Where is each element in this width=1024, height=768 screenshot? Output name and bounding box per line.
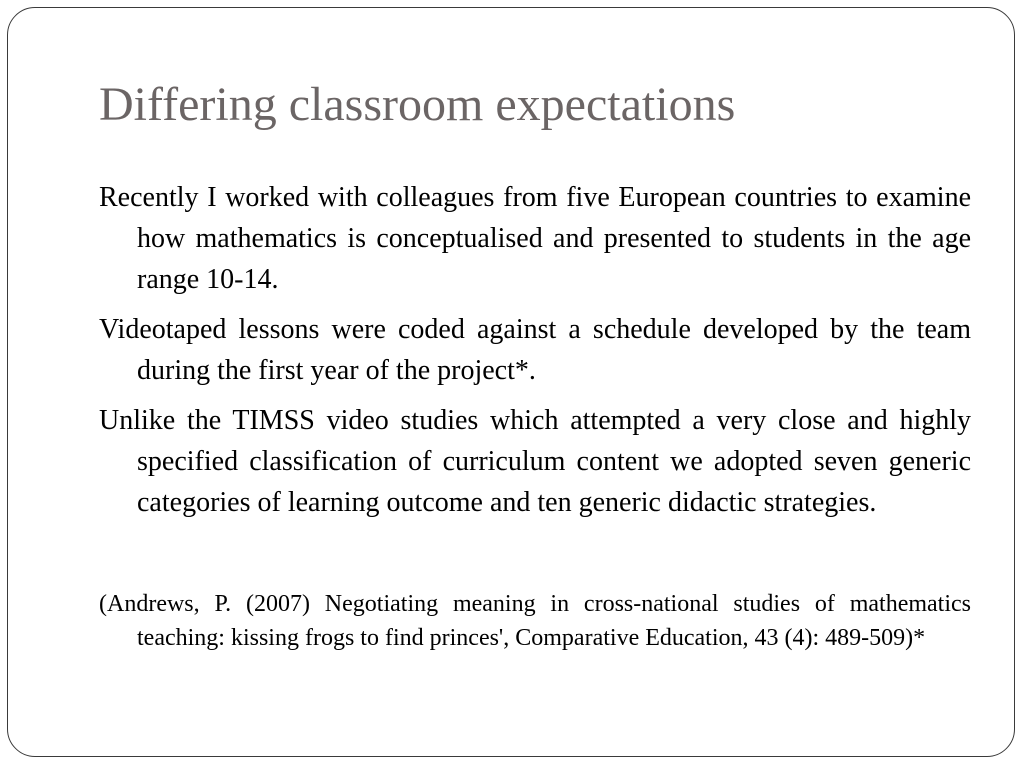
paragraph-1: Recently I worked with colleagues from five European countries to examine how mathematics is conceptualised and presented to students in the age range 10-14.: [99, 182, 971, 295]
slide-body: [99, 177, 971, 664]
slide-title: Differing classroom expectations: [99, 78, 736, 131]
paragraph-3: Unlike the TIMSS video studies which attempted a very close and highly specified classification of curriculum content we adopted seven generic categories of learning outcome and ten generic didactic strategies.: [99, 405, 971, 518]
slide-frame: [7, 7, 1015, 757]
reference-citation: (Andrews, P. (2007) Negotiating meaning in cross-national studies of mathematics teaching: kissing frogs to find princes', Comparative Education, 43 (4): 489-509)*: [99, 591, 971, 651]
paragraph-2: Videotaped lessons were coded against a schedule developed by the team during the first year of the project*.: [99, 314, 971, 386]
